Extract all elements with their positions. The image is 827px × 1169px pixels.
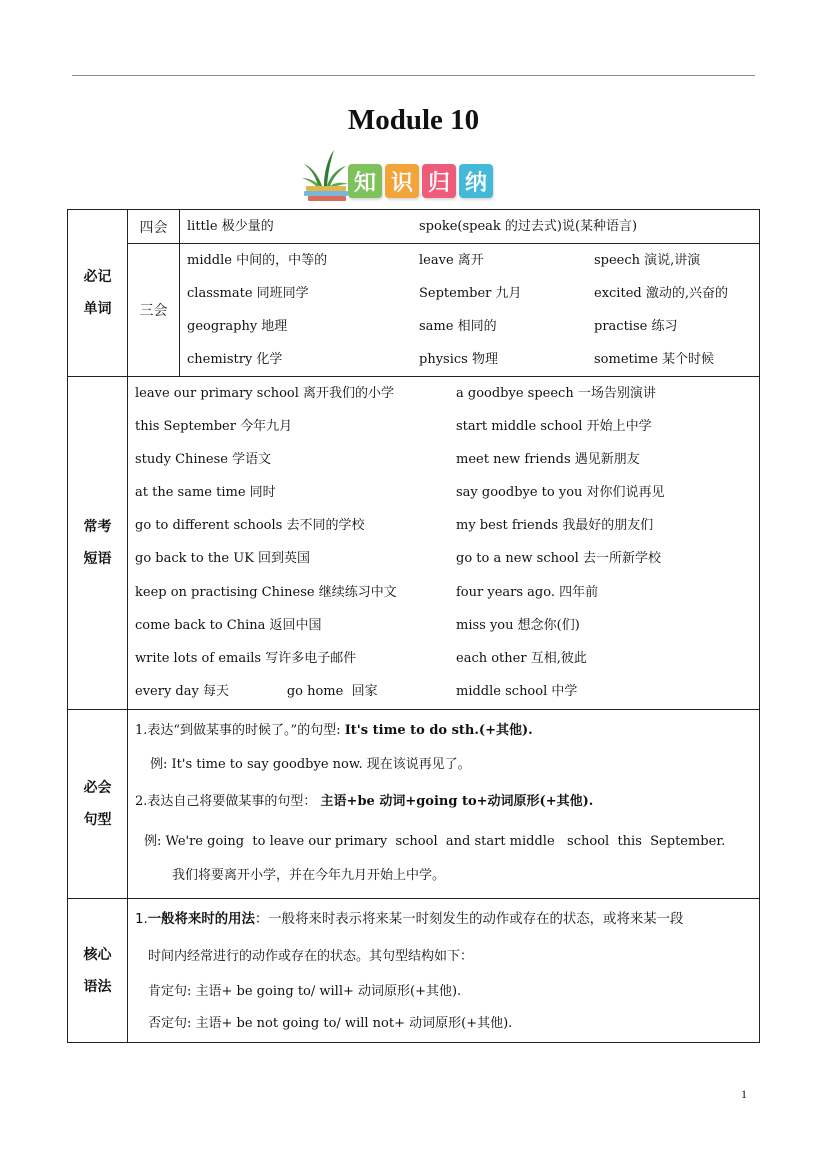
grammar-affirmative: 肯定句: 主语+ be going to/ will+ 动词原形(+其他).: [148, 984, 462, 999]
banner-char-3: 归: [422, 164, 456, 198]
phrase-item: start middle school 开始上中学: [456, 419, 652, 435]
sentences-row: [68, 710, 760, 899]
level-four: 四会: [128, 210, 180, 244]
vocab-three-row: [68, 244, 760, 377]
word-item: middle 中间的，中等的: [187, 253, 328, 268]
vocab-four-row: [68, 210, 760, 244]
phrase-item: leave our primary school 离开我们的小学: [135, 386, 395, 401]
word-item: spoke(speak 的过去式)说(某种语言): [419, 219, 638, 234]
phrases-cell: [128, 377, 760, 710]
section-banner: [300, 146, 500, 202]
sentences-category-line2: 句型: [83, 812, 112, 828]
pattern-2-formula: 主语+be 动词+going to+动词原形(+其他).: [320, 794, 594, 809]
pattern-1-formula: It's time to do sth.(+其他).: [344, 723, 533, 738]
phrase-item: each other 互相,彼此: [456, 650, 587, 666]
phrase-item: study Chinese 学语文: [135, 452, 272, 468]
grammar-cell: [128, 899, 760, 1043]
three-words-cell: [180, 244, 760, 377]
phrases-row: [68, 377, 760, 710]
page-title: Module 10: [347, 104, 480, 136]
phrase-item: this September 今年九月: [135, 419, 293, 435]
page-number: 1: [741, 1087, 747, 1101]
sentence-pattern-1: [128, 716, 759, 745]
grammar-point-cont: 时间内经常进行的动作或存在的状态。其句型结构如下：: [148, 949, 474, 964]
grammar-negative: 否定句: 主语+ be not going to/ will not+ 动词原形(+其他).: [148, 1016, 513, 1031]
phrase-item: every day 每天 go home 回家: [135, 683, 378, 699]
word-item: physics 物理: [419, 352, 498, 367]
grammar-category-line2: 语法: [83, 978, 112, 995]
sentences-category: [68, 710, 128, 899]
pattern-2-translation: 我们将要离开小学，并在今年九月开始上中学。: [172, 868, 446, 883]
phrase-item: at the same time 同时: [135, 485, 276, 501]
banner-char-2: 识: [385, 164, 419, 198]
header-rule: [72, 75, 755, 76]
word-item: geography 地理: [187, 319, 288, 334]
phrase-item: meet new friends 遇见新朋友: [456, 452, 640, 468]
grammar-point-title: 一般将来时的用法: [147, 912, 255, 927]
phrases-category-line1: 常考: [83, 519, 112, 535]
phrase-item: write lots of emails 写许多电子邮件: [135, 650, 357, 666]
word-item: classmate 同班同学: [187, 286, 309, 301]
sentences-category-line1: 必会: [83, 780, 112, 796]
pattern-1-example: 例: It's time to say goodbye now. 现在该说再见了。: [150, 757, 471, 772]
grammar-point-1: [128, 903, 759, 937]
word-item: September 九月: [419, 286, 522, 301]
sentence-pattern-2: [128, 785, 759, 819]
word-item: practise 练习: [594, 319, 678, 334]
level-three: 三会: [128, 244, 180, 377]
phrase-item: say goodbye to you 对你们说再见: [456, 485, 665, 501]
phrase-item: four years ago. 四年前: [456, 584, 599, 600]
pattern-1-intro: 1.表达“到做某事的时候了。”的句型:: [135, 723, 345, 738]
phrases-category: [68, 377, 128, 710]
grammar-category-line1: 核心: [83, 946, 112, 963]
phrase-item: go to different schools 去不同的学校: [135, 518, 365, 534]
vocab-category-line2: 单词: [83, 301, 112, 317]
grammar-point-num: 1.: [135, 912, 148, 927]
knowledge-table: [67, 209, 760, 1043]
word-item: excited 激动的,兴奋的: [594, 286, 728, 301]
phrase-item: go to a new school 去一所新学校: [456, 551, 661, 567]
phrase-item: middle school 中学: [456, 683, 578, 699]
phrase-item: go back to the UK 回到英国: [135, 551, 311, 567]
pattern-2-example: 例: We're going to leave our primary school and start middle school this September.: [144, 834, 726, 849]
phrase-item: my best friends 我最好的朋友们: [456, 518, 654, 534]
phrases-category-line2: 短语: [83, 551, 112, 567]
sentences-cell: [128, 710, 760, 899]
phrase-item: miss you 想念你(们): [456, 617, 580, 633]
banner-char-1: 知: [348, 164, 382, 198]
four-words-cell: [180, 210, 760, 244]
word-item: chemistry 化学: [187, 352, 283, 367]
banner-char-4: 纳: [459, 164, 493, 198]
grammar-point-text: ：一般将来时表示将来某一时刻发生的动作或存在的状态，或将来某一段: [254, 912, 684, 927]
word-item: speech 演说,讲演: [594, 253, 701, 268]
grammar-category: [68, 899, 128, 1043]
grammar-row: [68, 899, 760, 1043]
pattern-2-intro: 2.表达自己将要做某事的句型：: [135, 794, 321, 809]
word-item: little 极少量的: [187, 219, 274, 234]
phrase-item: come back to China 返回中国: [135, 617, 322, 633]
vocab-category: [68, 210, 128, 377]
phrase-item: keep on practising Chinese 继续练习中文: [135, 584, 397, 600]
word-item: leave 离开: [419, 253, 484, 268]
word-item: same 相同的: [419, 319, 497, 334]
vocab-category-line1: 必记: [83, 269, 112, 285]
word-item: sometime 某个时候: [594, 352, 715, 367]
plant-book-icon: [300, 146, 352, 202]
phrase-item: a goodbye speech 一场告别演讲: [456, 386, 656, 401]
